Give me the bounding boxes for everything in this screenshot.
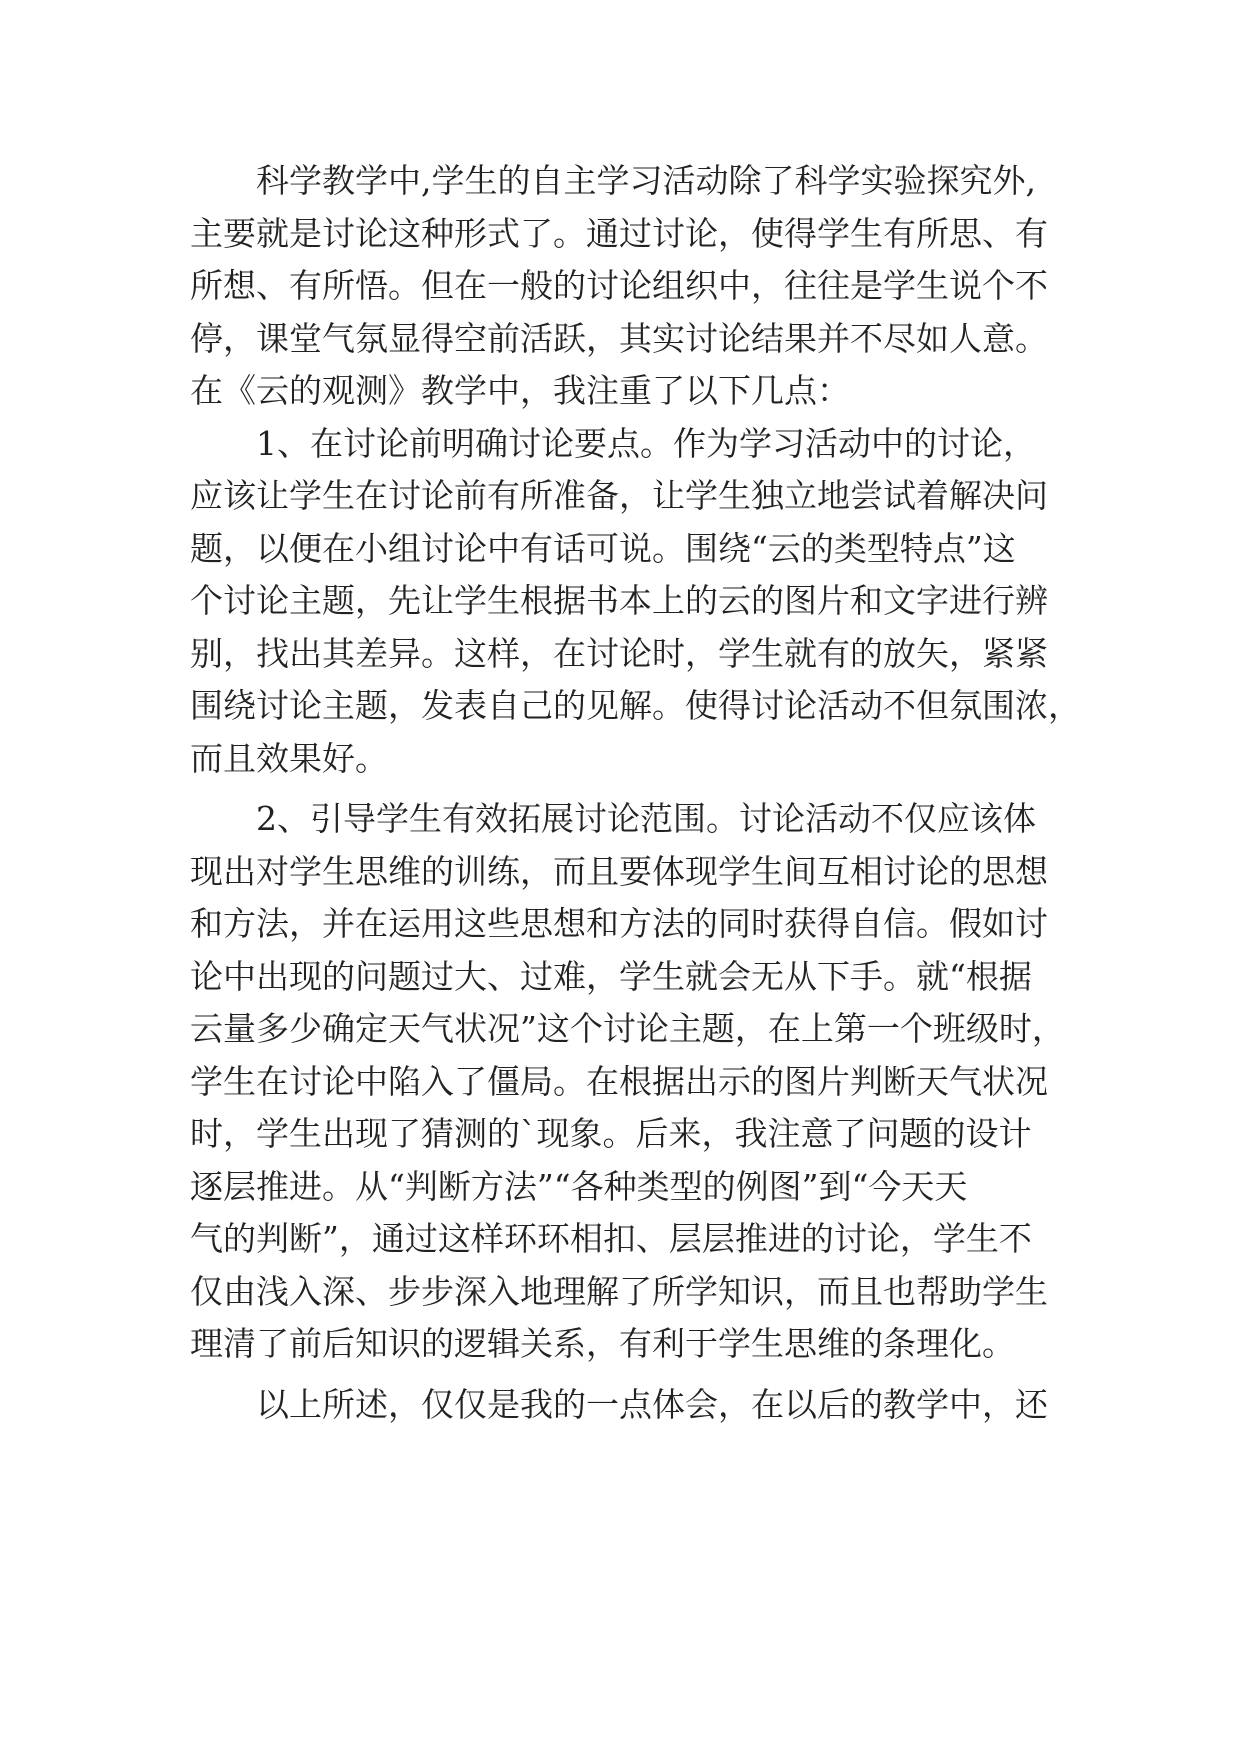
text-line: 气的判断”，通过这样环环相扣、层层推进的讨论，学生不 — [190, 1219, 1032, 1258]
text-line: 围绕讨论主题，发表自己的见解。使得讨论活动不但氛围浓， — [190, 686, 1081, 725]
text-line: 个讨论主题，先让学生根据书本上的云的图片和文字进行辨 — [190, 581, 1048, 620]
text-line: 别，找出其差异。这样，在讨论时，学生就有的放矢，紧紧 — [190, 633, 1048, 673]
text-line: 在《云的观测》教学中，我注重了以下几点： — [190, 371, 850, 410]
text-line: 科学教学中,学生的自主学习活动除了科学实验探究外, — [256, 161, 1036, 200]
text-line: 主要就是讨论这种形式了。通过讨论，使得学生有所思、有 — [190, 213, 1048, 253]
text-line: 论中出现的问题过大、过难，学生就会无从下手。就“根据 — [190, 956, 1032, 996]
text-line: 和方法，并在运用这些思想和方法的同时获得自信。假如讨 — [190, 904, 1048, 943]
paragraph-intro — [190, 155, 1090, 418]
text-line: 应该让学生在讨论前有所准备，让学生独立地尝试着解决问 — [190, 476, 1048, 515]
text-line: 云量多少确定天气状况”这个讨论主题，在上第一个班级时， — [190, 1009, 1065, 1048]
text-line: 以上所述，仅仅是我的一点体会，在以后的教学中，还 — [256, 1384, 1048, 1424]
paragraph-point-1 — [190, 418, 1090, 786]
text-line: 理清了前后知识的逻辑关系，有利于学生思维的条理化。 — [190, 1324, 1015, 1363]
text-line: 仅由浅入深、步步深入地理解了所学知识，而且也帮助学生 — [190, 1271, 1048, 1311]
text-line: 时，学生出现了猜测的`现象。后来，我注意了问题的设计 — [190, 1114, 1032, 1153]
text-line: 题，以便在小组讨论中有话可说。围绕“云的类型特点”这 — [190, 528, 1016, 568]
text-line: 逐层推进。从“判断方法”“各种类型的例图”到“今天天 — [190, 1166, 968, 1206]
text-line: 停，课堂气氛显得空前活跃，其实讨论结果并不尽如人意。 — [190, 318, 1048, 358]
text-line: 现出对学生思维的训练，而且要体现学生间互相讨论的思想 — [190, 851, 1048, 891]
text-line: 所想、有所悟。但在一般的讨论组织中，往往是学生说个不 — [190, 266, 1048, 305]
text-line: 而且效果好。 — [190, 738, 388, 778]
text-line: 学生在讨论中陷入了僵局。在根据出示的图片判断天气状况 — [190, 1061, 1048, 1101]
paragraph-conclusion — [190, 1379, 1090, 1432]
text-line: 1、在讨论前明确讨论要点。作为学习活动中的讨论， — [256, 423, 1036, 463]
text-line: 2、引导学生有效拓展讨论范围。讨论活动不仅应该体 — [256, 799, 1036, 838]
paragraph-point-2 — [190, 793, 1090, 1371]
body-text — [190, 155, 1090, 1431]
